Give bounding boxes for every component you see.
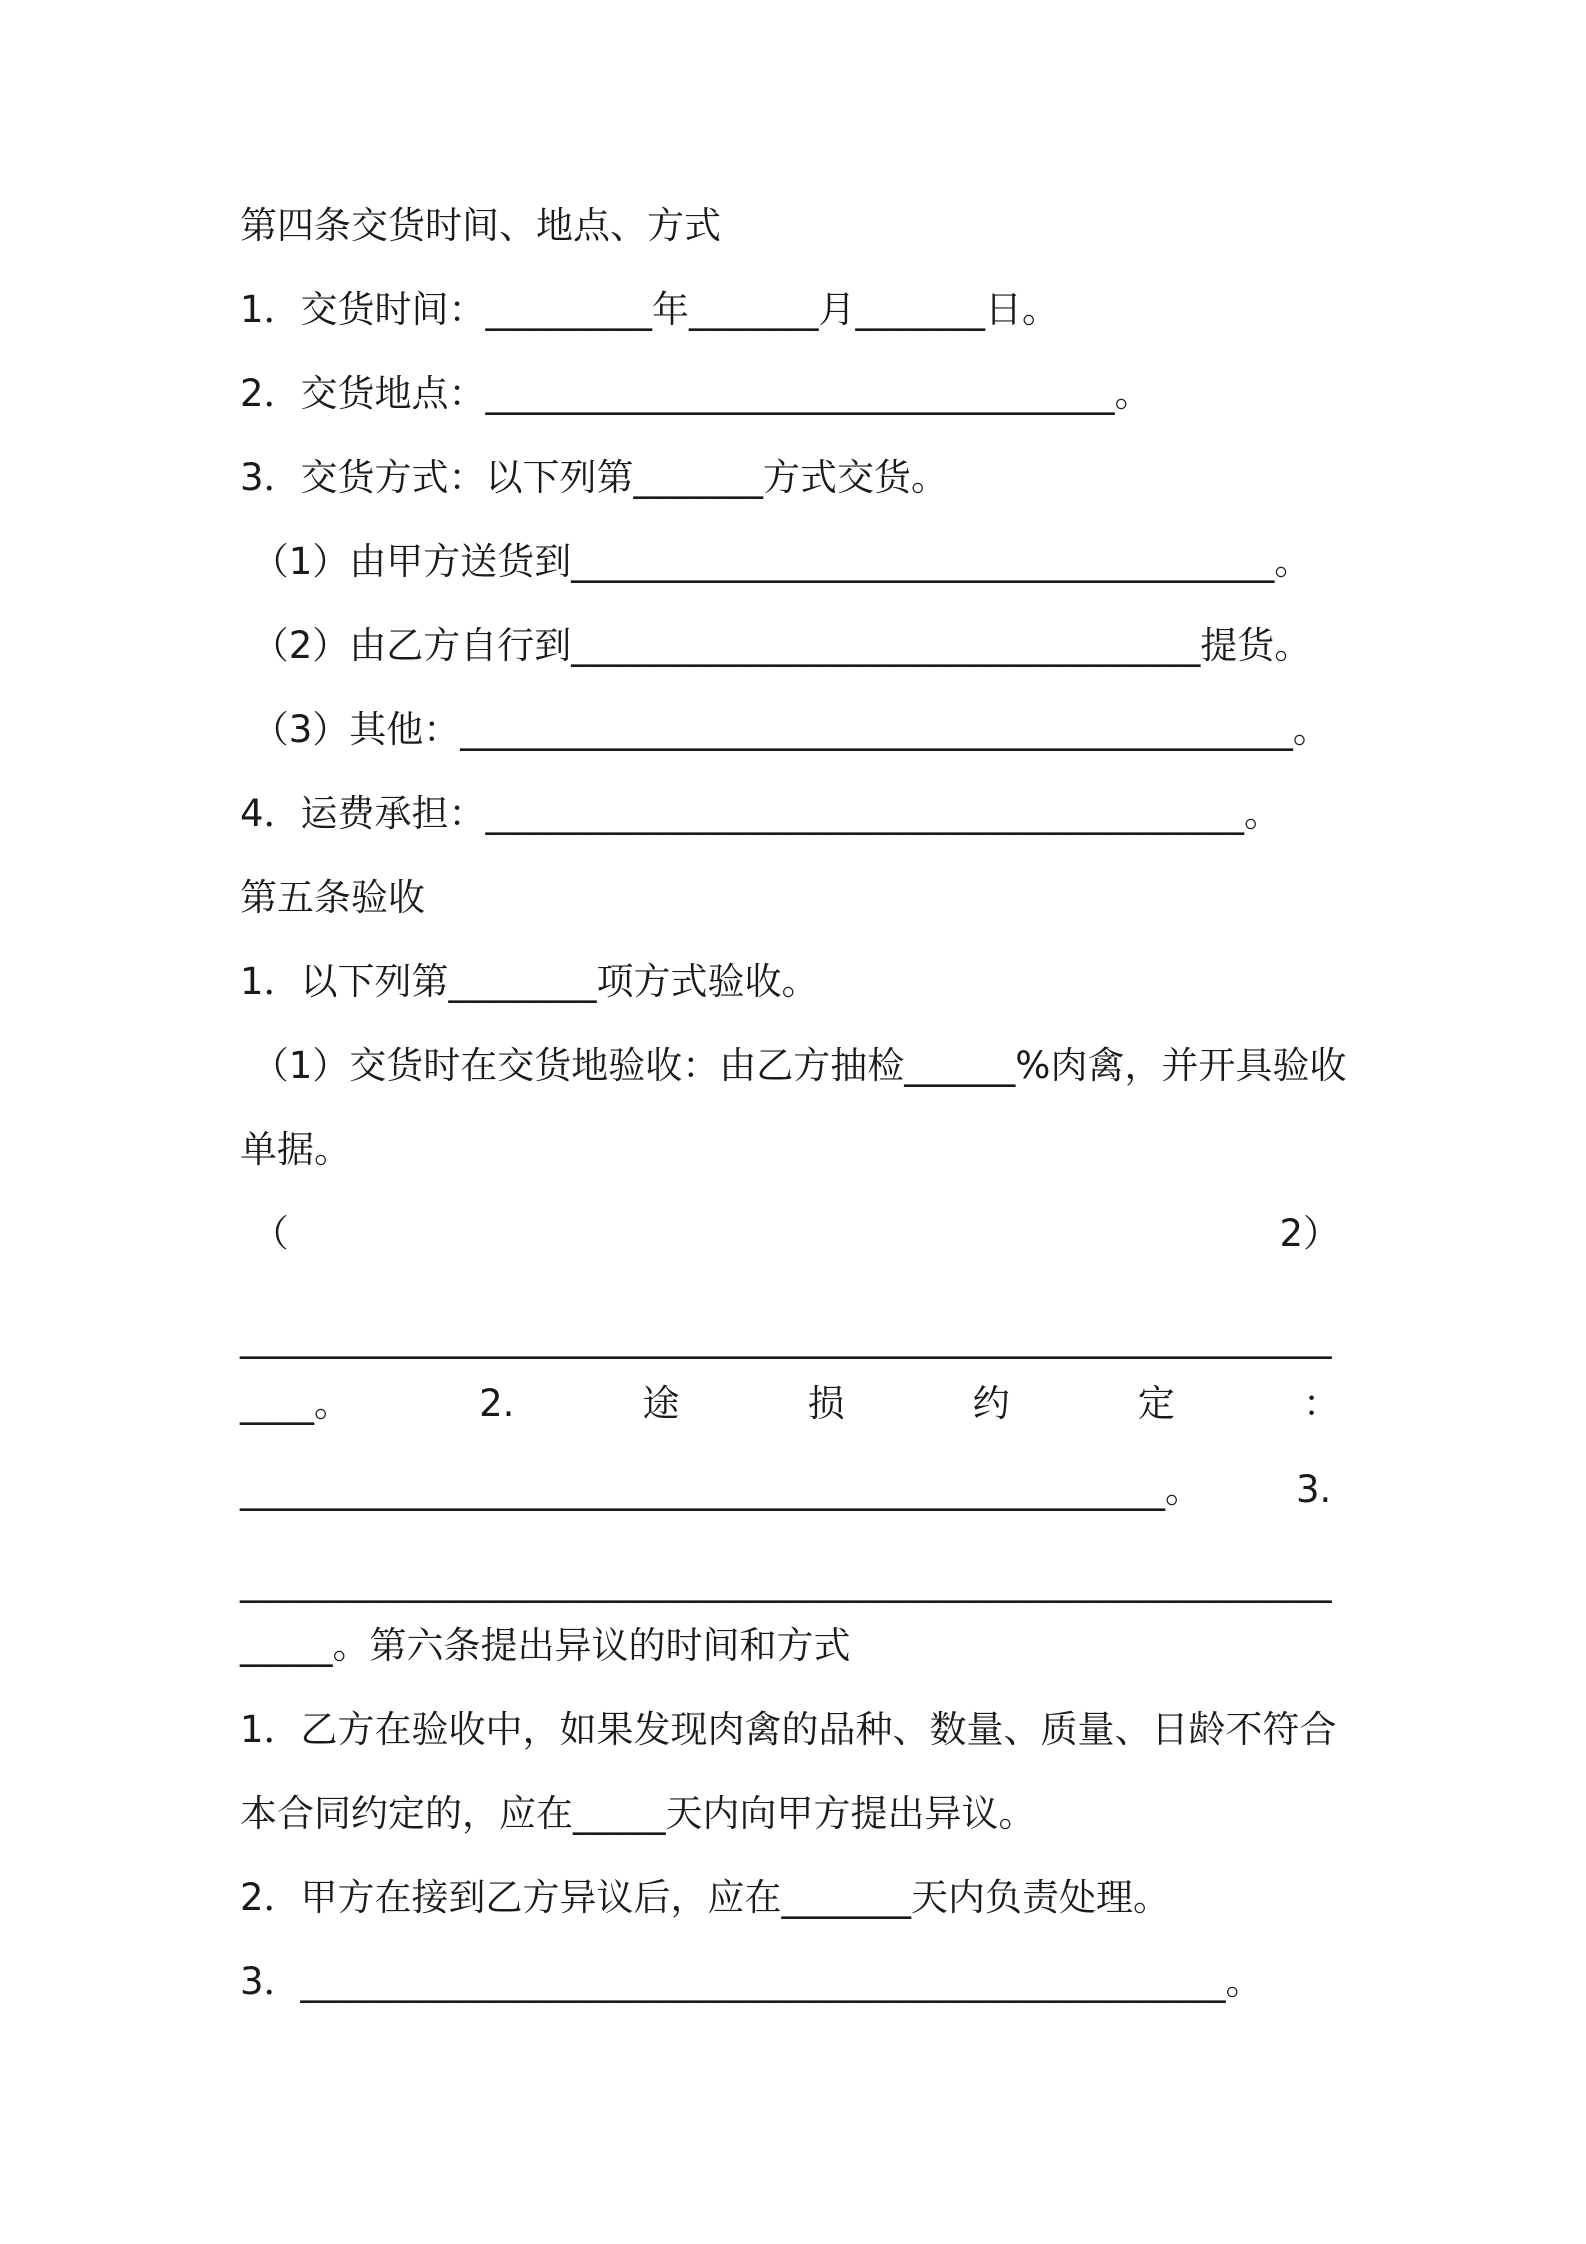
blank-end: ____。	[240, 1382, 351, 1425]
method-option-1: （1）由甲方送货到______________________________________。	[240, 540, 1312, 583]
objection-line-2: 2．甲方在接到乙方异议后，应在_______天内负责处理。	[240, 1876, 1171, 1919]
article-6-heading-line: _____。第六条提出异议的时间和方式	[240, 1624, 851, 1667]
colon: ：	[1302, 1382, 1340, 1425]
delivery-place-line: 2．交货地点：__________________________________。	[240, 372, 1152, 415]
freight-line: 4．运费承担：_________________________________________。	[240, 792, 1282, 835]
blank-line-2: ___________________________________________________________	[240, 1560, 1332, 1603]
method-option-3: （3）其他：_____________________________________________。	[240, 708, 1330, 751]
article-5-heading: 第五条验收	[240, 876, 425, 919]
item-3-number: 3.	[1296, 1468, 1332, 1511]
objection-line-3: 3．__________________________________________________。	[240, 1960, 1263, 2003]
method-option-2: （2）由乙方自行到__________________________________提货。	[240, 624, 1312, 667]
char-sun: 损	[807, 1382, 845, 1425]
option-2-number: 2）	[1279, 1212, 1340, 1255]
inspection-option-1: （1）交货时在交货地验收：由乙方抽检______%肉禽，并开具验收	[240, 1044, 1347, 1087]
char-ding: 定	[1137, 1382, 1175, 1425]
item-number: 2.	[479, 1382, 515, 1425]
objection-line-1-cont: 本合同约定的，应在_____天内向甲方提出异议。	[240, 1792, 1036, 1835]
inspection-option-1-cont: 单据。	[240, 1128, 351, 1171]
delivery-time-line: 1．交货时间：_________年_______月_______日。	[240, 288, 1060, 331]
char-yue: 约	[972, 1382, 1010, 1425]
inspection-method-line: 1．以下列第________项方式验收。	[240, 960, 819, 1003]
delivery-method-line: 3．交货方式：以下列第_______方式交货。	[240, 456, 949, 499]
transit-loss-line	[240, 1380, 1340, 1428]
transit-loss-blank: __________________________________________________。	[240, 1468, 1202, 1511]
inspection-option-2-line	[240, 1210, 1340, 1258]
option-2-open-paren: （	[240, 1212, 289, 1255]
article-4-heading: 第四条交货时间、地点、方式	[240, 204, 721, 247]
objection-line-1: 1．乙方在验收中，如果发现肉禽的品种、数量、质量、日龄不符合	[240, 1708, 1337, 1751]
blank-line-1: ___________________________________________________________	[240, 1316, 1332, 1359]
char-tu: 途	[642, 1382, 680, 1425]
